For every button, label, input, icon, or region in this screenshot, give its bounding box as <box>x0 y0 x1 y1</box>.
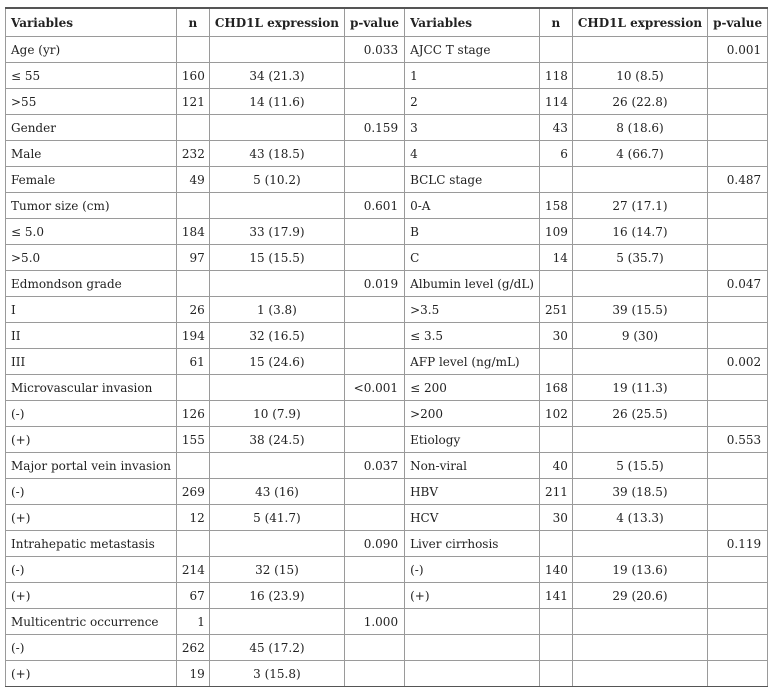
cell-expression-left: 5 (41.7) <box>209 505 344 531</box>
cell-variable-left: ≤ 55 <box>6 63 177 89</box>
table-row <box>6 37 768 63</box>
cell-n-right: 6 <box>539 141 572 167</box>
cell-variable-left: Male <box>6 141 177 167</box>
cell-expression-right <box>572 635 707 661</box>
cell-variable-left: (+) <box>6 427 177 453</box>
table-row <box>6 245 768 271</box>
cell-variable-left: Age (yr) <box>6 37 177 63</box>
cell-variable-left: Gender <box>6 115 177 141</box>
cell-n-left: 121 <box>176 89 209 115</box>
cell-n-left: 1 <box>176 609 209 635</box>
cell-pvalue-left <box>345 349 405 375</box>
cell-n-left: 126 <box>176 401 209 427</box>
cell-n-left: 194 <box>176 323 209 349</box>
cell-variable-right: AJCC T stage <box>405 37 540 63</box>
header-expression-left: CHD1L expression <box>209 8 344 37</box>
cell-expression-right <box>572 349 707 375</box>
table-row <box>6 141 768 167</box>
cell-pvalue-right: 0.002 <box>708 349 768 375</box>
cell-expression-left: 10 (7.9) <box>209 401 344 427</box>
cell-pvalue-right <box>708 375 768 401</box>
cell-n-right: 102 <box>539 401 572 427</box>
cell-expression-right: 39 (15.5) <box>572 297 707 323</box>
cell-expression-left <box>209 531 344 557</box>
cell-expression-right: 9 (30) <box>572 323 707 349</box>
cell-variable-right: C <box>405 245 540 271</box>
cell-variable-right: ≤ 200 <box>405 375 540 401</box>
table-row <box>6 557 768 583</box>
cell-expression-right: 5 (35.7) <box>572 245 707 271</box>
cell-pvalue-left <box>345 401 405 427</box>
table-row <box>6 505 768 531</box>
cell-variable-left: (-) <box>6 401 177 427</box>
cell-expression-right: 4 (13.3) <box>572 505 707 531</box>
cell-pvalue-left: 0.601 <box>345 193 405 219</box>
cell-variable-left: >5.0 <box>6 245 177 271</box>
cell-variable-left: (-) <box>6 635 177 661</box>
table-body <box>6 37 768 687</box>
cell-n-left: 232 <box>176 141 209 167</box>
cell-pvalue-right <box>708 89 768 115</box>
cell-pvalue-right <box>708 141 768 167</box>
table-row <box>6 401 768 427</box>
cell-n-right <box>539 609 572 635</box>
cell-n-right <box>539 37 572 63</box>
cell-n-right <box>539 427 572 453</box>
header-pvalue-left: p-value <box>345 8 405 37</box>
header-variables-left: Variables <box>6 8 177 37</box>
cell-expression-right <box>572 661 707 687</box>
cell-n-right: 114 <box>539 89 572 115</box>
cell-n-right: 40 <box>539 453 572 479</box>
table-row <box>6 89 768 115</box>
cell-pvalue-left <box>345 245 405 271</box>
cell-pvalue-right: 0.047 <box>708 271 768 297</box>
cell-pvalue-left <box>345 583 405 609</box>
cell-variable-right: >3.5 <box>405 297 540 323</box>
cell-n-left <box>176 37 209 63</box>
cell-pvalue-left <box>345 297 405 323</box>
cell-variable-right: 3 <box>405 115 540 141</box>
cell-pvalue-right <box>708 661 768 687</box>
cell-expression-left <box>209 375 344 401</box>
cell-expression-right: 29 (20.6) <box>572 583 707 609</box>
table-header <box>6 8 768 37</box>
cell-n-left: 19 <box>176 661 209 687</box>
cell-variable-right: HBV <box>405 479 540 505</box>
cell-pvalue-left: <0.001 <box>345 375 405 401</box>
cell-pvalue-left <box>345 661 405 687</box>
cell-expression-left: 33 (17.9) <box>209 219 344 245</box>
cell-pvalue-left <box>345 479 405 505</box>
cell-variable-left: III <box>6 349 177 375</box>
cell-n-right <box>539 635 572 661</box>
cell-n-left: 214 <box>176 557 209 583</box>
cell-expression-left: 5 (10.2) <box>209 167 344 193</box>
cell-variable-left: Major portal vein invasion <box>6 453 177 479</box>
cell-expression-left: 16 (23.9) <box>209 583 344 609</box>
cell-pvalue-left <box>345 427 405 453</box>
cell-expression-right <box>572 37 707 63</box>
cell-variable-left: (+) <box>6 505 177 531</box>
cell-expression-right: 19 (11.3) <box>572 375 707 401</box>
cell-pvalue-left <box>345 89 405 115</box>
table-row <box>6 63 768 89</box>
cell-pvalue-left <box>345 557 405 583</box>
cell-n-left: 61 <box>176 349 209 375</box>
cell-expression-left <box>209 37 344 63</box>
cell-variable-left: Intrahepatic metastasis <box>6 531 177 557</box>
cell-expression-left: 43 (18.5) <box>209 141 344 167</box>
cell-variable-right: BCLC stage <box>405 167 540 193</box>
cell-pvalue-right: 0.119 <box>708 531 768 557</box>
cell-expression-left: 38 (24.5) <box>209 427 344 453</box>
cell-variable-right: >200 <box>405 401 540 427</box>
cell-expression-left: 32 (15) <box>209 557 344 583</box>
cell-n-left: 97 <box>176 245 209 271</box>
cell-variable-left: >55 <box>6 89 177 115</box>
cell-pvalue-left <box>345 167 405 193</box>
chd1l-clinicopathological-table <box>5 7 768 687</box>
cell-variable-left: Edmondson grade <box>6 271 177 297</box>
cell-pvalue-right: 0.001 <box>708 37 768 63</box>
cell-n-right: 140 <box>539 557 572 583</box>
cell-pvalue-right <box>708 479 768 505</box>
cell-expression-left: 15 (15.5) <box>209 245 344 271</box>
cell-expression-left: 1 (3.8) <box>209 297 344 323</box>
cell-n-right: 109 <box>539 219 572 245</box>
cell-pvalue-left <box>345 505 405 531</box>
header-n-right: n <box>539 8 572 37</box>
cell-variable-left: (-) <box>6 557 177 583</box>
cell-n-left <box>176 531 209 557</box>
cell-variable-right: Albumin level (g/dL) <box>405 271 540 297</box>
cell-pvalue-right <box>708 115 768 141</box>
cell-variable-right: 2 <box>405 89 540 115</box>
cell-expression-right: 39 (18.5) <box>572 479 707 505</box>
table-row <box>6 219 768 245</box>
table-row <box>6 583 768 609</box>
cell-variable-right: ≤ 3.5 <box>405 323 540 349</box>
cell-pvalue-right <box>708 635 768 661</box>
cell-expression-left: 15 (24.6) <box>209 349 344 375</box>
cell-n-left: 12 <box>176 505 209 531</box>
cell-pvalue-right: 0.553 <box>708 427 768 453</box>
cell-pvalue-left: 0.159 <box>345 115 405 141</box>
cell-pvalue-right <box>708 453 768 479</box>
cell-expression-right: 8 (18.6) <box>572 115 707 141</box>
table-row <box>6 271 768 297</box>
cell-n-left: 160 <box>176 63 209 89</box>
cell-expression-left: 34 (21.3) <box>209 63 344 89</box>
cell-variable-right: 1 <box>405 63 540 89</box>
cell-variable-right <box>405 635 540 661</box>
cell-n-right: 14 <box>539 245 572 271</box>
cell-variable-left: Multicentric occurrence <box>6 609 177 635</box>
cell-expression-right: 19 (13.6) <box>572 557 707 583</box>
cell-pvalue-right <box>708 245 768 271</box>
cell-expression-right: 16 (14.7) <box>572 219 707 245</box>
header-pvalue-right: p-value <box>708 8 768 37</box>
table-row <box>6 349 768 375</box>
cell-expression-left: 32 (16.5) <box>209 323 344 349</box>
cell-n-right: 251 <box>539 297 572 323</box>
cell-pvalue-right <box>708 583 768 609</box>
cell-expression-right: 4 (66.7) <box>572 141 707 167</box>
cell-pvalue-right <box>708 505 768 531</box>
cell-pvalue-right <box>708 219 768 245</box>
cell-n-right: 43 <box>539 115 572 141</box>
cell-n-left: 184 <box>176 219 209 245</box>
cell-variable-left: ≤ 5.0 <box>6 219 177 245</box>
cell-pvalue-left: 1.000 <box>345 609 405 635</box>
header-row <box>6 8 768 37</box>
cell-pvalue-left <box>345 635 405 661</box>
cell-expression-right: 27 (17.1) <box>572 193 707 219</box>
table-row <box>6 661 768 687</box>
cell-expression-right <box>572 609 707 635</box>
cell-pvalue-right: 0.487 <box>708 167 768 193</box>
cell-variable-left: II <box>6 323 177 349</box>
cell-pvalue-left: 0.090 <box>345 531 405 557</box>
header-n-left: n <box>176 8 209 37</box>
cell-pvalue-right <box>708 297 768 323</box>
cell-n-right <box>539 349 572 375</box>
cell-n-right: 141 <box>539 583 572 609</box>
cell-expression-right <box>572 167 707 193</box>
cell-pvalue-right <box>708 609 768 635</box>
table-row <box>6 375 768 401</box>
cell-pvalue-left: 0.033 <box>345 37 405 63</box>
cell-n-left: 26 <box>176 297 209 323</box>
cell-n-left <box>176 375 209 401</box>
cell-expression-left <box>209 271 344 297</box>
cell-variable-right: (-) <box>405 557 540 583</box>
cell-n-right: 211 <box>539 479 572 505</box>
cell-expression-right: 10 (8.5) <box>572 63 707 89</box>
cell-variable-right: Liver cirrhosis <box>405 531 540 557</box>
cell-expression-left: 14 (11.6) <box>209 89 344 115</box>
cell-variable-left: (+) <box>6 583 177 609</box>
cell-n-right: 30 <box>539 505 572 531</box>
cell-expression-left <box>209 115 344 141</box>
table-container <box>5 7 768 687</box>
cell-pvalue-left: 0.037 <box>345 453 405 479</box>
cell-expression-right <box>572 427 707 453</box>
cell-expression-right <box>572 271 707 297</box>
cell-variable-right: (+) <box>405 583 540 609</box>
cell-variable-left: I <box>6 297 177 323</box>
cell-pvalue-right <box>708 63 768 89</box>
cell-n-left <box>176 115 209 141</box>
table-row <box>6 167 768 193</box>
cell-expression-right: 26 (25.5) <box>572 401 707 427</box>
cell-expression-left <box>209 609 344 635</box>
table-row <box>6 635 768 661</box>
cell-variable-right: 4 <box>405 141 540 167</box>
cell-variable-left: (+) <box>6 661 177 687</box>
cell-n-right <box>539 271 572 297</box>
cell-expression-left: 45 (17.2) <box>209 635 344 661</box>
cell-pvalue-right <box>708 323 768 349</box>
cell-n-left: 269 <box>176 479 209 505</box>
cell-n-left: 49 <box>176 167 209 193</box>
cell-variable-left: Microvascular invasion <box>6 375 177 401</box>
cell-expression-right <box>572 531 707 557</box>
table-row <box>6 453 768 479</box>
cell-variable-right: 0-A <box>405 193 540 219</box>
cell-variable-right: Non-viral <box>405 453 540 479</box>
cell-n-right: 30 <box>539 323 572 349</box>
cell-variable-right <box>405 609 540 635</box>
cell-n-left: 262 <box>176 635 209 661</box>
cell-pvalue-left <box>345 63 405 89</box>
cell-n-left <box>176 453 209 479</box>
cell-n-right <box>539 531 572 557</box>
cell-variable-right <box>405 661 540 687</box>
cell-pvalue-left <box>345 323 405 349</box>
cell-pvalue-left <box>345 219 405 245</box>
cell-pvalue-right <box>708 401 768 427</box>
cell-pvalue-left: 0.019 <box>345 271 405 297</box>
cell-variable-right: B <box>405 219 540 245</box>
table-row <box>6 609 768 635</box>
cell-expression-left <box>209 193 344 219</box>
cell-variable-left: Tumor size (cm) <box>6 193 177 219</box>
table-row <box>6 115 768 141</box>
cell-expression-left: 43 (16) <box>209 479 344 505</box>
table-row <box>6 427 768 453</box>
cell-n-left <box>176 271 209 297</box>
cell-n-right: 118 <box>539 63 572 89</box>
cell-pvalue-right <box>708 193 768 219</box>
table-row <box>6 479 768 505</box>
table-row <box>6 323 768 349</box>
cell-variable-left: (-) <box>6 479 177 505</box>
cell-variable-right: AFP level (ng/mL) <box>405 349 540 375</box>
cell-variable-right: Etiology <box>405 427 540 453</box>
cell-n-left: 155 <box>176 427 209 453</box>
cell-expression-right: 26 (22.8) <box>572 89 707 115</box>
cell-expression-left: 3 (15.8) <box>209 661 344 687</box>
table-row <box>6 531 768 557</box>
header-expression-right: CHD1L expression <box>572 8 707 37</box>
cell-n-right: 168 <box>539 375 572 401</box>
cell-variable-left: Female <box>6 167 177 193</box>
header-variables-right: Variables <box>405 8 540 37</box>
table-row <box>6 297 768 323</box>
cell-n-right <box>539 661 572 687</box>
cell-n-right: 158 <box>539 193 572 219</box>
cell-expression-right: 5 (15.5) <box>572 453 707 479</box>
cell-variable-right: HCV <box>405 505 540 531</box>
table-row <box>6 193 768 219</box>
cell-pvalue-right <box>708 557 768 583</box>
cell-n-left <box>176 193 209 219</box>
cell-expression-left <box>209 453 344 479</box>
cell-n-right <box>539 167 572 193</box>
cell-pvalue-left <box>345 141 405 167</box>
cell-n-left: 67 <box>176 583 209 609</box>
